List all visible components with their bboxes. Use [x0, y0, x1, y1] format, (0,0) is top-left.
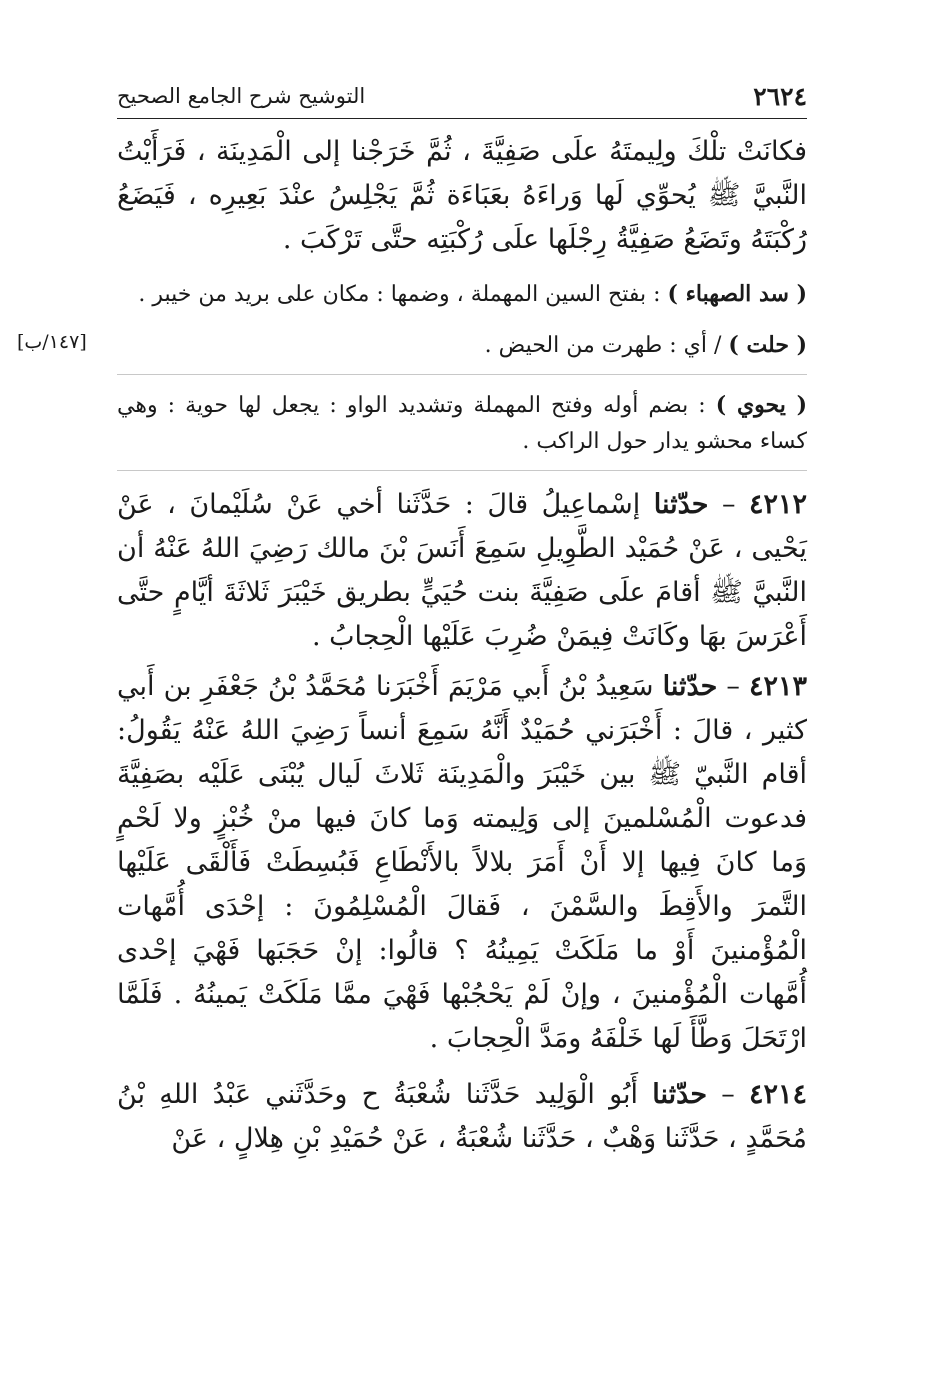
hadith-text: سَعِيدُ بْنُ أَبي مَرْيَمَ أَخْبَرَنا مُحَمَّدُ بْنُ جَعْفَرِ بن أَبي كثير ، قالَ : أَخْبَرَني حُمَيْدٌ أَنَّهُ سَمِعَ أنساً رَضِيَ اللهُ عَنْهُ يَقُولُ: أقام النَّبيّ ﷺ بين خَيْبَرَ والْمَدِينَة ثَلاثَ لَيال يُبْنَى عَلَيْه بصَفِيَّةَ فدعوت الْمُسْلمينَ إلى وَلِيمته وَما كانَ فيها منْ خُبْزٍ ولا لَحْمٍ وَما كانَ فِيها إلا أَنْ أَمَرَ بلالاً بالأَنْطَاعِ فَبُسِطَتْ فَأَلْقَى عَلَيْها التَّمرَ والأَقِطَ والسَّمْنَ ، فَقالَ الْمُسْلِمُونَ : إحْدَى أُمَّهات الْمُؤْمنينَ أَوْ ما مَلَكَتْ يَمِينُهُ ؟ قالُوا: إنْ حَجَبَها فَهْيَ إحْدى أُمَّهات الْمُؤْمنينَ ، وإنْ لَمْ يَحْجُبْها فَهْيَ ممَّا مَلَكَتْ يَمينُهُ . فَلَمَّا ارْتَحَلَ وَطَّأَ لَها خَلْفَهُ ومَدَّ الْحِجابَ .	[117, 671, 807, 1054]
commentary-term: ( يحوي )	[715, 392, 807, 418]
passage-intro: فكانَتْ تلْكَ ولِيمتَهُ علَى صَفِيَّةَ ، ثُمَّ خَرَجْنا إلى الْمَدِينَة ، فَرَأَيْتُ النَّبيَّ ﷺ يُحوِّي لَها وَراءَهُ بعَبَاءَة ثُمَّ يَجْلِسُ عنْدَ بَعِيرِه ، فَيَضَعُ رُكْبَتَهُ وتَضَعُ صَفِيَّةُ رِجْلَها علَى رُكْبَتِه حتَّى تَرْكَبَ .	[117, 136, 807, 255]
hadith-4212: ٤٢١٢ – حدّثنا إسْماعِيلُ قالَ : حَدَّثَنا أخي عَنْ سُلَيْمانَ ، عَنْ يَحْيى ، عَنْ حُمَيْد الطَّوِيلِ سَمِعَ أَنَسَ بْنَ مالك رَضِيَ اللهُ عَنْهُ أن النَّبيَّ ﷺ أقامَ علَى صَفِيَّةَ بنت حُيَيٍّ بطريق خَيْبَرَ ثَلاثَةَ أيَّامٍ حتَّى أَعْرَسَ بهَا وكَانَتْ فِيمَنْ ضُرِبَ عَلَيْها الْحِجابُ .	[117, 489, 808, 652]
hadith-text: أَبُو الْوَلِيد حَدَّثَنا شُعْبَةُ ح وحَدَّثَني عَبْدُ اللهِ بْنُ مُحَمَّدٍ ، حَدَّثَنا وَهْبٌ ، حَدَّثَنا شُعْبَةُ ، عَنْ حُمَيْدِ بْنِ هِلالٍ ، عَنْ	[117, 1079, 807, 1154]
commentary-sad-al-sahba	[117, 272, 807, 323]
commentary-text: : بفتح السين المهملة ، وضمها : مكان على بريد من خيبر .	[138, 282, 668, 307]
running-title: التوشيح شرح الجامع الصحيح	[117, 84, 366, 108]
commentary-entry	[117, 387, 807, 460]
hadith-number: ٤٢١٣	[748, 671, 807, 702]
commentary-entry	[117, 276, 807, 313]
commentary-term: ( سد الصهباء )	[667, 281, 807, 307]
hadith-4214: ٤٢١٤ – حدّثنا أَبُو الْوَلِيد حَدَّثَنا شُعْبَةُ ح وحَدَّثَني عَبْدُ اللهِ بْنُ مُحَمَّدٍ ، حَدَّثَنا وَهْبٌ ، حَدَّثَنا شُعْبَةُ ، عَنْ حُمَيْدِ بْنِ هِلالٍ ، عَنْ	[117, 1079, 807, 1154]
page-number: ٢٦٢٤	[753, 82, 807, 111]
folio-marker: [١٤٧/ب]	[17, 331, 87, 353]
commentary-text: : بضم أوله وفتح المهملة وتشديد الواو : يجعل لها حوية : وهي كساء محشو يدار حول الراكب .	[117, 393, 807, 454]
commentary-term: ( حلت )	[728, 332, 807, 358]
hadith-opening: حدّثنا	[652, 1079, 708, 1110]
hadith-number: ٤٢١٢	[749, 489, 808, 520]
commentary-entry	[117, 327, 807, 364]
hadith-number: ٤٢١٤	[748, 1079, 807, 1110]
commentary-halat	[117, 327, 807, 375]
hadith-opening: حدّثنا	[653, 489, 709, 520]
page-header	[117, 78, 807, 119]
commentary-halat-wrap	[17, 327, 807, 375]
commentary-text: / أي : طهرت من الحيض .	[484, 333, 729, 358]
hadith-4213: ٤٢١٣ – حدّثنا سَعِيدُ بْنُ أَبي مَرْيَمَ أَخْبَرَنا مُحَمَّدُ بْنُ جَعْفَرِ بن أَبي كثير ، قالَ : أَخْبَرَني حُمَيْدٌ أَنَّهُ سَمِعَ أنساً رَضِيَ اللهُ عَنْهُ يَقُولُ: أقام النَّبيّ ﷺ بين خَيْبَرَ والْمَدِينَة ثَلاثَ لَيال يُبْنَى عَلَيْه بصَفِيَّةَ فدعوت الْمُسْلمينَ إلى وَلِيمته وَما كانَ فيها منْ خُبْزٍ ولا لَحْمٍ وَما كانَ فِيها إلا أَنْ أَمَرَ بلالاً بالأَنْطَاعِ فَبُسِطَتْ فَأَلْقَى عَلَيْها التَّمرَ والأَقِطَ والسَّمْنَ ، فَقالَ الْمُسْلِمُونَ : إحْدَى أُمَّهات الْمُؤْمنينَ أَوْ ما مَلَكَتْ يَمِينُهُ ؟ قالُوا: إنْ حَجَبَها فَهْيَ إحْدى أُمَّهات الْمُؤْمنينَ ، وإنْ لَمْ يَحْجُبْها فَهْيَ ممَّا مَلَكَتْ يَمينُهُ . فَلَمَّا ارْتَحَلَ وَطَّأَ لَها خَلْفَهُ ومَدَّ الْحِجابَ .	[117, 671, 807, 1054]
hadith-opening: حدّثنا	[662, 671, 718, 702]
hadith-text: إسْماعِيلُ قالَ : حَدَّثَنا أخي عَنْ سُلَيْمانَ ، عَنْ يَحْيى ، عَنْ حُمَيْد الطَّوِيلِ سَمِعَ أَنَسَ بْنَ مالك رَضِيَ اللهُ عَنْهُ أن النَّبيَّ ﷺ أقامَ علَى صَفِيَّةَ بنت حُيَيٍّ بطريق خَيْبَرَ ثَلاثَةَ أيَّامٍ حتَّى أَعْرَسَ بهَا وكَانَتْ فِيمَنْ ضُرِبَ عَلَيْها الْحِجابُ .	[117, 489, 807, 652]
commentary-yuhawwi	[117, 375, 807, 471]
page-body	[17, 130, 808, 1161]
